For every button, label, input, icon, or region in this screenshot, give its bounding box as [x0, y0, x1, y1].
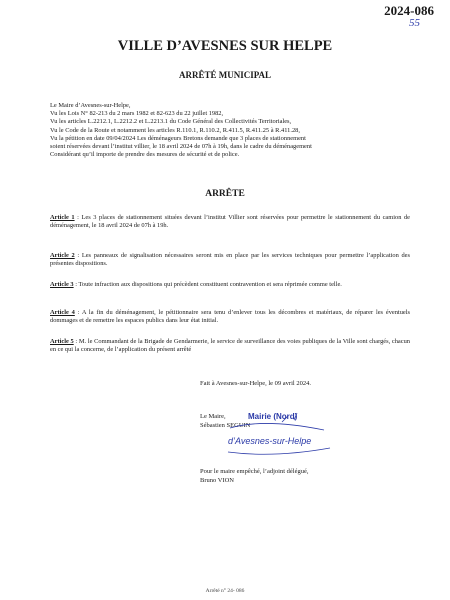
article-label: Article 2 [50, 252, 75, 259]
signature-date: Fait à Avesnes-sur-Helpe, le 09 avril 2024. [200, 380, 311, 387]
stamp-line-2: d’Avesnes-sur-Helpe [228, 436, 312, 446]
delegate-line: Pour le maire empêché, l’adjoint délégué, [200, 468, 309, 475]
article-5 [50, 338, 410, 355]
article-text: : A la fin du déménagement, le pétitionnaire sera tenu d’enlever tous les décombres et matériaux, de réparer les éventuels dommages et de remettre les espaces publics dans leur état initial. [50, 309, 410, 325]
delegate-name: Bruno VION [200, 476, 235, 484]
delegate-block [200, 468, 308, 485]
prelude-line: Le Maire d’Avesnes-sur-Helpe, [50, 102, 131, 109]
article-text: : Les panneaux de signalisation nécessaires seront mis en place par les services techniques pour permettre l’application des présentes dispositions. [50, 252, 410, 268]
document-title: VILLE D’AVESNES SUR HELPE [117, 38, 333, 54]
article-label: Article 5 [50, 338, 74, 345]
prelude-block [50, 102, 410, 159]
reference-number: 2024-086 [384, 3, 434, 18]
arrete-heading: ARRÊTE [205, 189, 245, 199]
prelude-line: Vu les Lois N° 82-213 du 2 mars 1982 et 82-623 du 22 juillet 1982, [50, 110, 224, 118]
article-1 [50, 214, 410, 231]
prelude-line: Vu le Code de la Route et notamment les articles R.110.1, R.110.2, R.411.5, R.411.25 à R.411.28, [50, 126, 300, 134]
prelude-line: Vu la pétition en date 09/04/2024 Les déménageurs Bretons demande que 3 places de stationnement [50, 134, 306, 142]
handwritten-reference: 55 [409, 17, 420, 29]
article-text: : Les 3 places de stationnement situées devant l’institut Villier sont réservées pour permettre le stationnement du camion de déménagement, le 18 avril 2024 de 07h à 19h. [50, 214, 410, 230]
mairie-stamp [224, 408, 334, 460]
mayor-name: Sébastien SEGUIN [200, 422, 251, 429]
article-text: : M. le Commandant de la Brigade de Gendarmerie, le service de surveillance des voies publiques de la Ville sont chargés, chacun en ce qui la concerne, de l’application du présent arrêté [50, 338, 410, 354]
article-3 [50, 281, 410, 289]
article-label: Article 1 [50, 214, 75, 221]
stamp-line-1: Mairie (Nord) [248, 412, 298, 421]
article-label: Article 4 [50, 309, 75, 316]
article-text: : Toute infraction aux dispositions qui précèdent constituent contravention et sera réprimée comme telle. [73, 281, 342, 288]
document-subtitle: ARRÊTÉ MUNICIPAL [178, 70, 272, 80]
article-label: Article 3 [50, 281, 74, 288]
prelude-line: soient réservées devant l’institut villier, le 18 avril 2024 de 07h à 19h, dans le cadre du déménagement [50, 143, 312, 151]
prelude-line: Vu les articles L.2212.1, L.2212.2 et L.2213.1 du Code Général des Collectivités Territoriales, [50, 118, 292, 126]
article-4 [50, 309, 410, 326]
article-2 [50, 252, 410, 269]
mayor-title: Le Maire, [200, 413, 226, 420]
footer-ref: Arrêté n° 24- 086 [205, 588, 245, 594]
prelude-line: Considérant qu’il importe de prendre des mesures de sécurité et de police. [50, 151, 240, 159]
